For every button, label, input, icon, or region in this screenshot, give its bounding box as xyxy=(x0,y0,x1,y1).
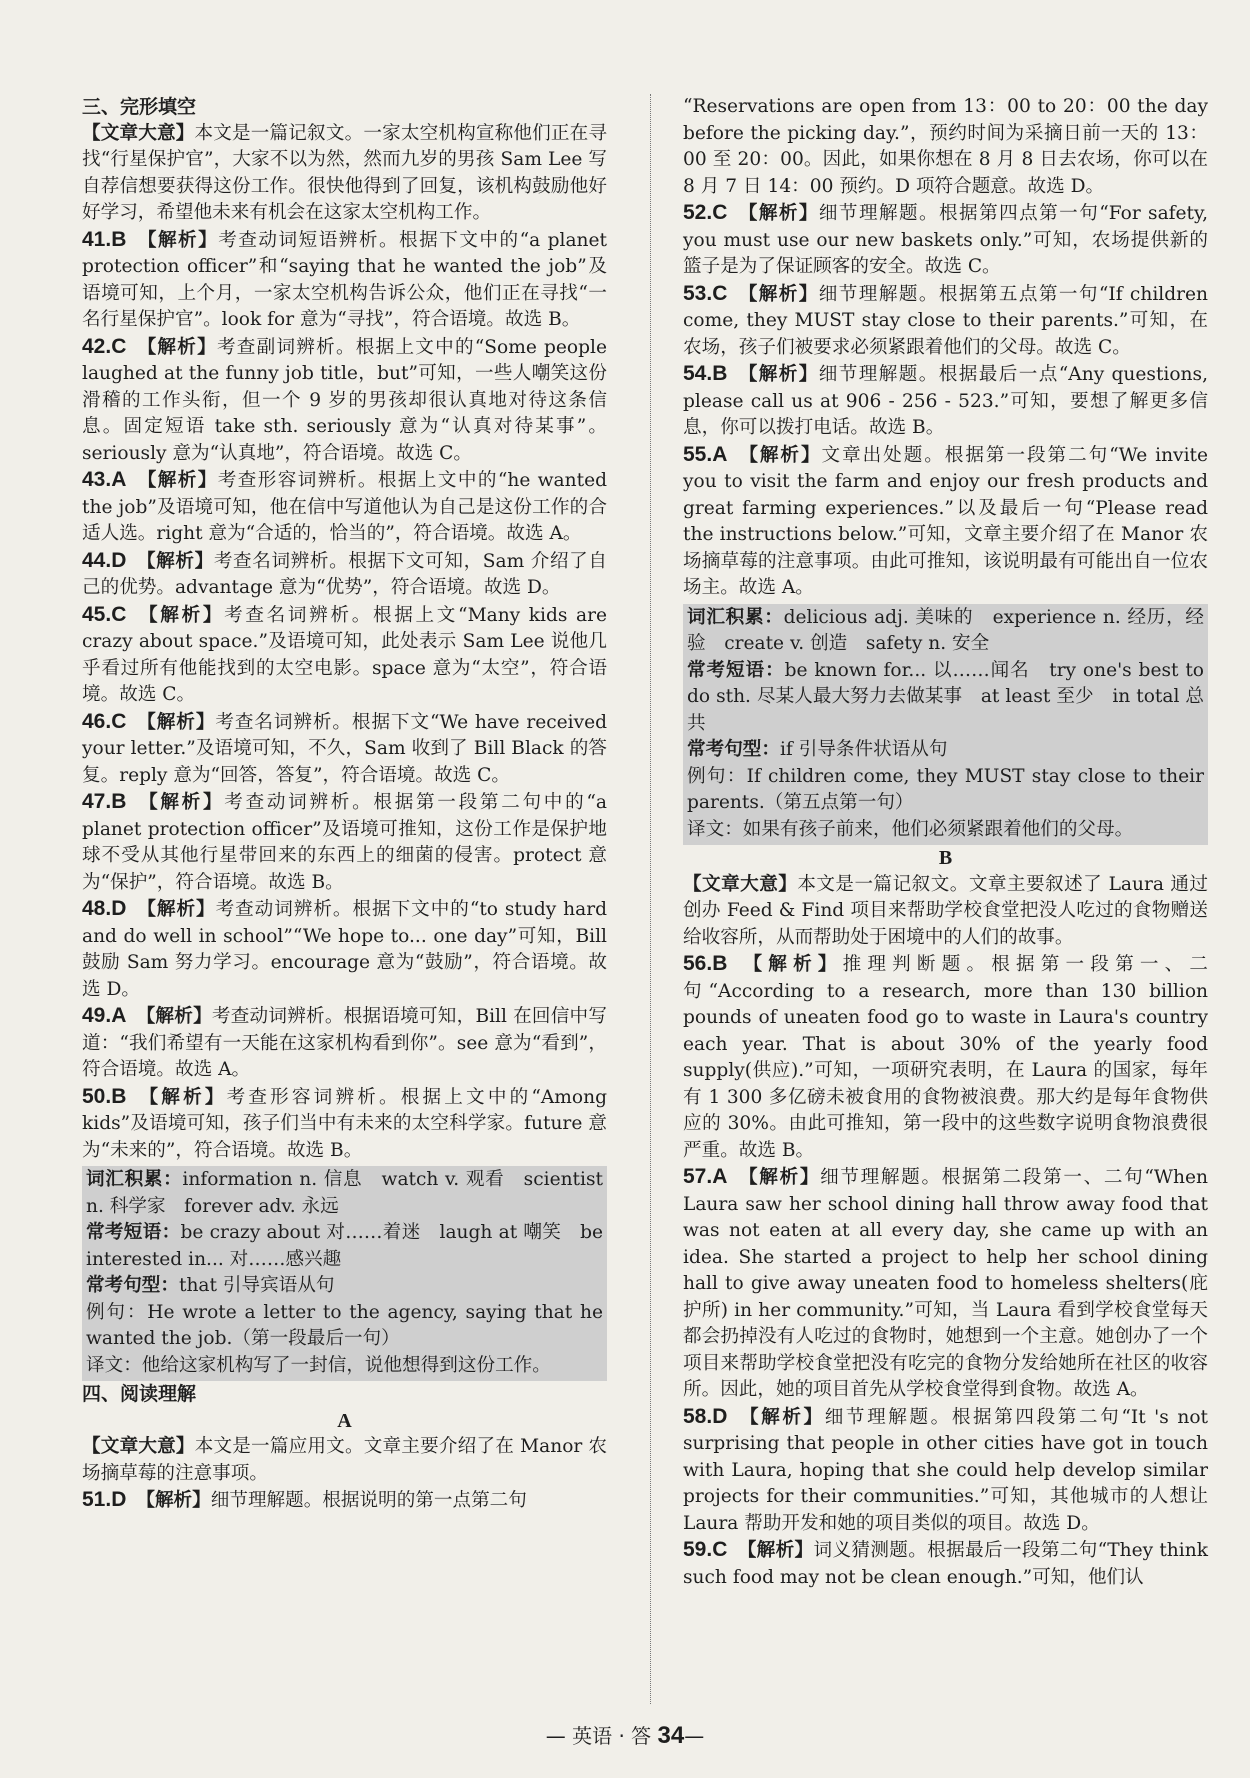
translation-line: 译文：如果有孩子前来，他们必须紧跟着他们的父母。 xyxy=(687,818,1134,840)
answer-58: 58.D 【解析】细节理解题。根据第四段第二句“It 's not surprising that people in other cities have got in touch with Laura, hoping that she could help develop similar projects for their communities.”可知，其他城市的人想让 Laura 帮助开发和她的项目类似的项目。故选 D。 xyxy=(683,1404,1208,1534)
sentence-line: 常考句型：that 引导宾语从句 xyxy=(86,1275,335,1296)
right-column xyxy=(683,94,1208,1591)
page-number: 34 xyxy=(657,1722,685,1749)
part-a-heading: A xyxy=(337,1409,352,1432)
summary-cloze: 【文章大意】本文是一篇记叙文。一家太空机构宣称他们正在寻找“行星保护官”，大家不以为然，然而九岁的男孩 Sam Lee 写自荐信想要获得这份工作。很快他得到了回复，该机构鼓励他好好学习，希望他未来有机会在这家太空机构工作。 xyxy=(82,122,607,223)
vocab-line: 词汇积累：information n. 信息 watch v. 观看 scientist n. 科学家 forever adv. 永远 xyxy=(86,1169,603,1217)
summary-tag: 【文章大意】 xyxy=(82,122,195,144)
section-title-reading: 四、阅读理解 xyxy=(82,1383,197,1405)
answer-53: 53.C 【解析】细节理解题。根据第五点第一句“If children come, they MUST stay close to their parents.”可知，在农场，孩子们被要求必须紧跟着他们的父母。故选 C。 xyxy=(683,281,1208,358)
answer-54: 54.B 【解析】细节理解题。根据最后一点“Any questions, please call us at 906 - 256 - 523.”可知，要想了解更多信息，你可以拨打电话。故选 B。 xyxy=(683,362,1208,438)
example-line: 例句：If children come, they MUST stay close to their parents.（第五点第一句） xyxy=(687,765,1204,813)
answer-59: 59.C 【解析】词义猜测题。根据最后一段第二句“They think such food may not be clean enough.”可知，他们认 xyxy=(683,1538,1208,1588)
example-line: 例句：He wrote a letter to the agency, saying that he wanted the job.（第一段最后一句） xyxy=(86,1301,603,1349)
summary-part-b: 【文章大意】本文是一篇记叙文。文章主要叙述了 Laura 通过创办 Feed & Find 项目来帮助学校食堂把没人吃过的食物赠送给收容所，从而帮助处于困境中的人们的故事。 xyxy=(683,873,1208,948)
answer-56: 56.B 【解析】推理判断题。根据第一段第一、二句“According to a research, more than 130 billion pounds of uneaten food go to waste in Laura's country each year. That is about 30% of the yearly food supply(供应).”可知，一项研究表明，在 Laura 的国家，每年有 1 300 多亿磅未被食用的食物被浪费。那大约是每年食物供应的 30%。由此可推知，第一段中的这些数字说明食物浪费很严重。故选 B。 xyxy=(683,952,1208,1161)
answer-45: 45.C 【解析】考查名词辨析。根据上文“Many kids are crazy about space.”及语境可知，此处表示 Sam Lee 说他几乎看过所有他能找到的太空电影。space 意为“太空”，符合语境。故选 C。 xyxy=(82,602,607,705)
answer-43: 43.A 【解析】考查形容词辨析。根据上文中的“he wanted the job”及语境可知，他在信中写道他认为自己是这份工作的合适人选。right 意为“合适的，恰当的”，符合语境。故选 A。 xyxy=(82,468,608,544)
answer-47: 47.B 【解析】考查动词辨析。根据第一段第二句中的“a planet protection officer”及语境可推知，这份工作是保护地球不受从其他行星带回来的东西上的细菌的侵害。protect 意为“保护”，符合语境。故选 B。 xyxy=(82,790,607,893)
answer-51: 51.D 【解析】细节理解题。根据说明的第一点第二句 xyxy=(82,1488,527,1511)
answer-49: 49.A 【解析】考查动词辨析。根据语境可知，Bill 在回信中写道：“我们希望有一天能在这家机构看到你”。see 意为“看到”，符合语境。故选 A。 xyxy=(82,1004,607,1080)
answer-42: 42.C 【解析】考查副词辨析。根据上文中的“Some people laughed at the funny job title，but”可知，一些人嘲笑这份滑稽的工作头衔，但一个 9 岁的男孩却很认真地对待这条信息。固定短语 take sth. seriously 意为“认真对待某事”。seriously 意为“认真地”，符合语境。故选 C。 xyxy=(82,334,607,464)
answer-55: 55.A 【解析】文章出处题。根据第一段第二句“We invite you to visit the farm and enjoy our fresh products and great farming experiences.”以及最后一句“Please read the instructions below.”可知，文章主要介绍了在 Manor 农场摘草莓的注意事项。由此可推知，该说明最有可能出自一位农场主。故选 A。 xyxy=(683,442,1208,598)
column-divider xyxy=(650,94,651,1704)
phrase-line: 常考短语：be crazy about 对……着迷 laugh at 嘲笑 be interested in... 对……感兴趣 xyxy=(86,1222,603,1270)
answer-44: 44.D 【解析】考查名词辨析。根据下文可知，Sam 介绍了自己的优势。advantage 意为“优势”，符合语境。故选 D。 xyxy=(82,548,607,598)
answer-46: 46.C 【解析】考查名词辨析。根据下文“We have received your letter.”及语境可知，不久，Sam 收到了 Bill Black 的答复。reply 意为“回答，答复”，符合语境。故选 C。 xyxy=(82,709,607,786)
answer-51-continued: “Reservations are open from 13：00 to 20：00 the day before the picking day.”，预约时间为采摘日前一天的 13：00 至 20：00。因此，如果你想在 8 月 8 日去农场，你可以在 8 月 7 日 14：00 预约。D 项符合题意。故选 D。 xyxy=(683,96,1208,197)
phrase-line: 常考短语：be known for... 以……闻名 try one's best to do sth. 尽某人最大努力去做某事 at least 至少 in total 总共 xyxy=(687,659,1204,734)
footer-subject: 英语 · 答 xyxy=(572,1724,652,1748)
page-footer: — 英语 · 答 34— xyxy=(545,1722,705,1749)
vocab-box-cloze xyxy=(82,1166,607,1381)
answer-41: 41.B 【解析】考查动词短语辨析。根据下文中的“a planet protection officer”和“saying that he wanted the job”及语境可知，上个月，一家太空机构告诉公众，他们正在寻找“一名行星保护官”。look for 意为“寻找”，符合语境。故选 B。 xyxy=(82,227,607,330)
answer-57: 57.A 【解析】细节理解题。根据第二段第一、二句“When Laura saw her school dining hall throw away food that was not eaten at all every day, she came up with an idea. She started a project to help her school dining hall to give away uneaten food to homeless shelters(庇护所) in her community.”可知，当 Laura 看到学校食堂每天都会扔掉没有人吃过的食物时，她想到一个主意。她创办了一个项目来帮助学校食堂把没有吃完的食物分发给她所在社区的收容所。因此，她的项目首先从学校食堂得到食物。故选 A。 xyxy=(683,1165,1208,1400)
summary-part-a: 【文章大意】本文是一篇应用文。文章主要介绍了在 Manor 农场摘草莓的注意事项。 xyxy=(82,1436,607,1484)
answer-48: 48.D 【解析】考查动词辨析。根据下文中的“to study hard and do well in school”“We hope to... one day”可知，Bill 鼓励 Sam 努力学习。encourage 意为“鼓励”，符合语境。故选 D。 xyxy=(82,897,607,1000)
sentence-line: 常考句型：if 引导条件状语从句 xyxy=(687,739,948,760)
translation-line: 译文：他给这家机构写了一封信，说他想得到这份工作。 xyxy=(86,1354,551,1376)
part-b-heading: B xyxy=(938,847,953,869)
vocab-line: 词汇积累：delicious adj. 美味的 experience n. 经历，经验 create v. 创造 safety n. 安全 xyxy=(687,606,1204,654)
answer-50: 50.B 【解析】考查形容词辨析。根据上文中的“Among kids”及语境可知，孩子们当中有未来的太空科学家。future 意为“未来的”，符合语境。故选 B。 xyxy=(82,1084,607,1161)
vocab-box-part-a xyxy=(683,604,1208,846)
left-column xyxy=(82,94,607,1515)
section-title-cloze: 三、完形填空 xyxy=(82,96,197,118)
answer-52: 52.C 【解析】细节理解题。根据第四点第一句“For safety, you must use our new baskets only.”可知，农场提供新的篮子是为了保证顾客的安全。故选 C。 xyxy=(683,201,1208,277)
